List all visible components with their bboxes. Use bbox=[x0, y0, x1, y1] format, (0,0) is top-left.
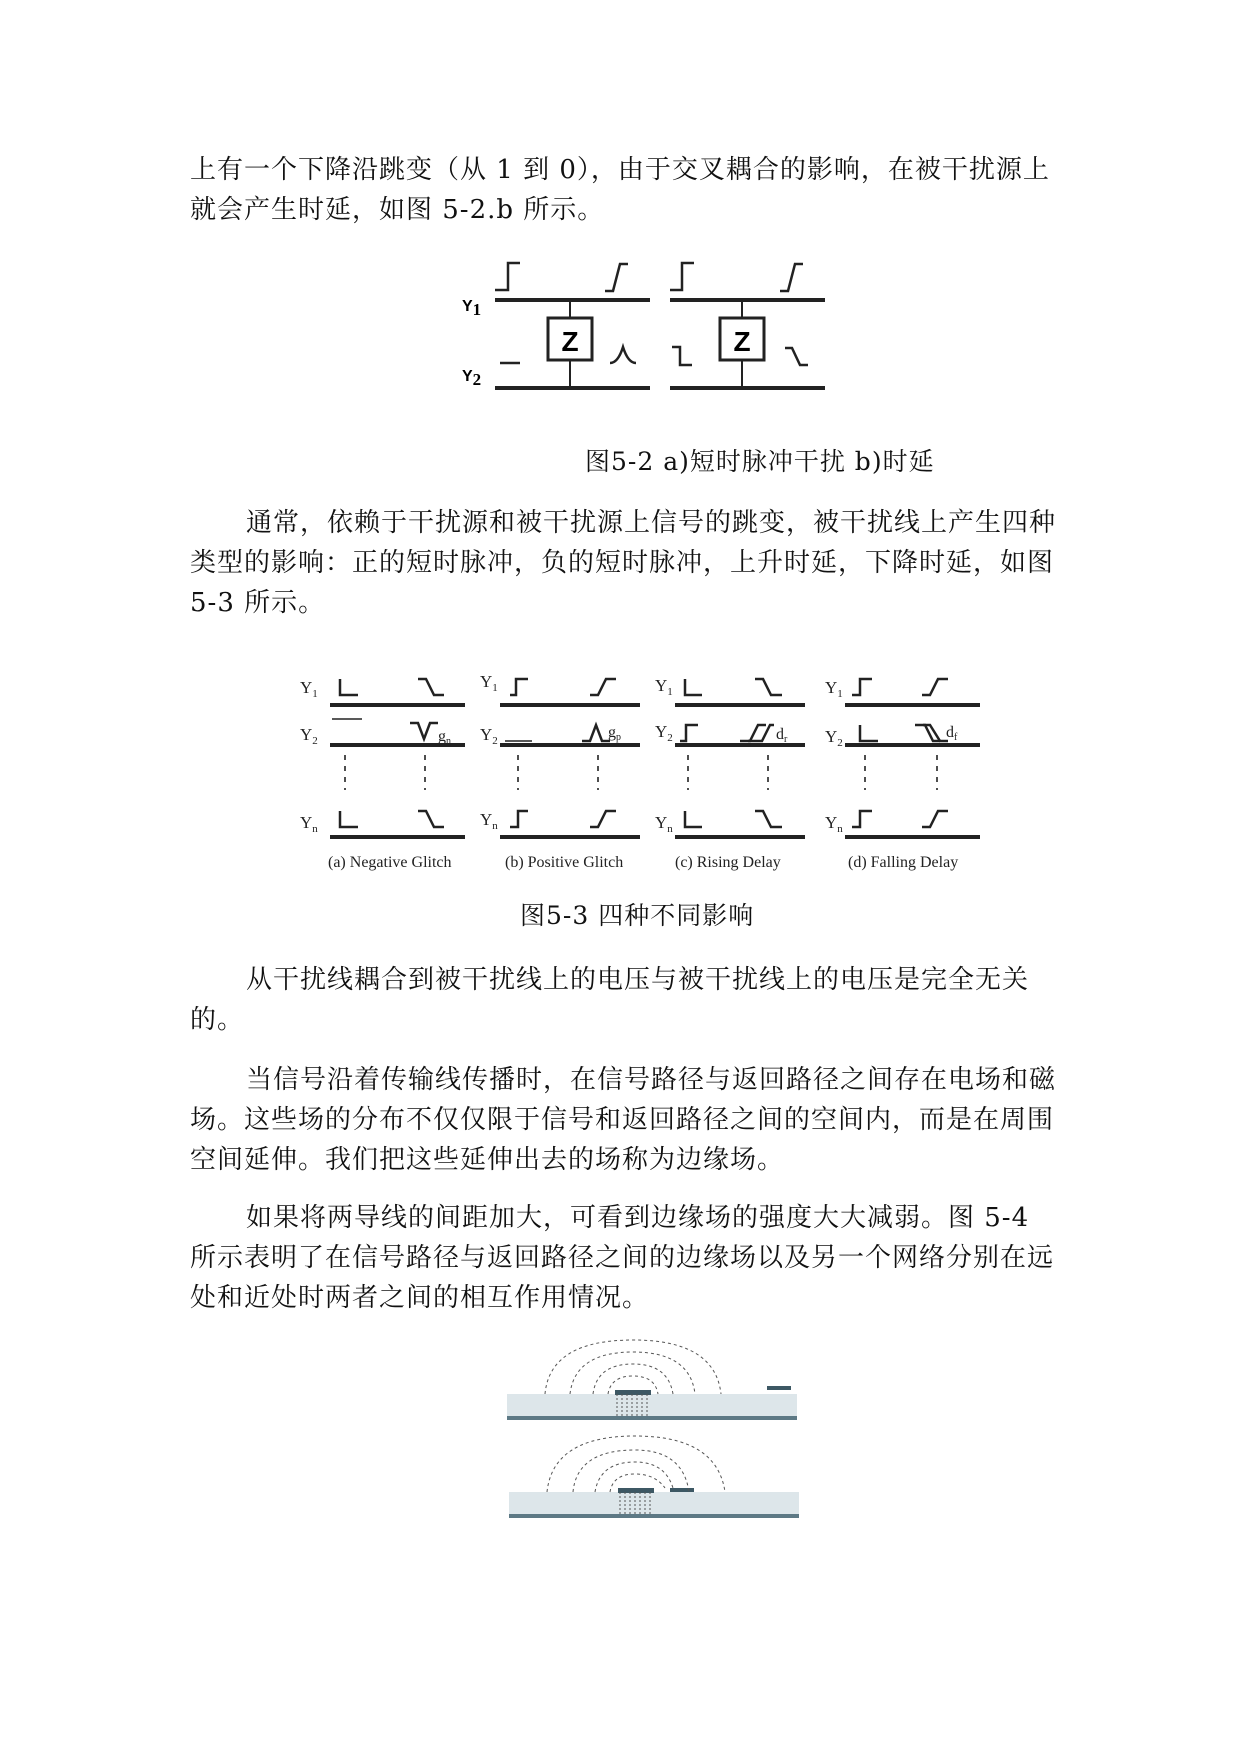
figure-5-3-caption: 图5-3 四种不同影响 bbox=[520, 901, 755, 930]
fig3-a-label: (a) Negative Glitch bbox=[328, 854, 452, 871]
fig2-y2-label: Y2 bbox=[462, 368, 482, 389]
paragraph-3: 从干扰线耦合到被干扰线上的电压与被干扰线上的电压是完全无关的。 bbox=[190, 965, 1030, 1035]
paragraph-1: 上有一个下降沿跳变（从 1 到 0），由于交叉耦合的影响，在被干扰源上就会产生时延，如图 5-2.b 所示。 bbox=[190, 155, 1050, 225]
fig3-a-y2: $Y_2$ bbox=[300, 725, 318, 747]
paragraph-5: 如果将两导线的间距加大，可看到边缘场的强度大大减弱。图 5-4 所示表明了在信号路径与返回路径之间的边缘场以及另一个网络分别在远处和近处时两者之间的相互作用情况。 bbox=[190, 1203, 1055, 1313]
fig2-z-box-a: Z bbox=[561, 326, 579, 357]
fig3-d-y2: $Y_2$ bbox=[825, 727, 843, 749]
figure-5-4 bbox=[505, 1340, 805, 1540]
fig2-panel-b bbox=[670, 263, 825, 388]
fig3-d-y1: $Y_1$ bbox=[825, 678, 843, 700]
fig3-a-marker: gn bbox=[438, 728, 451, 747]
fig4-far-case bbox=[507, 1340, 797, 1418]
fig3-a-y1: $Y_1$ bbox=[300, 678, 318, 700]
paragraph-2: 通常，依赖于干扰源和被干扰源上信号的跳变，被干扰线上产生四种类型的影响：正的短时脉冲，负的短时脉冲，上升时延，下降时延，如图 5-3 所示。 bbox=[190, 508, 1057, 618]
fig3-b-label: (b) Positive Glitch bbox=[505, 854, 624, 871]
fig4-near-case bbox=[509, 1436, 799, 1516]
fig2-panel-a bbox=[495, 263, 650, 388]
fig3-b-yn: $Y_n$ bbox=[480, 810, 498, 832]
fig3-c-y2: $Y_2$ bbox=[655, 722, 673, 744]
fig3-b-y1: $Y_1$ bbox=[480, 672, 498, 694]
figure-5-2 bbox=[440, 255, 860, 405]
fig3-a-yn: $Y_n$ bbox=[300, 813, 318, 835]
fig3-panel-b bbox=[480, 672, 640, 871]
fig3-c-marker: dr bbox=[776, 726, 788, 745]
fig3-d-label: (d) Falling Delay bbox=[848, 854, 959, 871]
fig3-d-yn: $Y_n$ bbox=[825, 813, 843, 835]
fig3-panel-d bbox=[825, 678, 980, 871]
fig3-d-marker: df bbox=[946, 724, 958, 743]
figure-5-2-caption: 图5-2 a)短时脉冲干扰 b)时延 bbox=[585, 447, 935, 476]
fig3-c-label: (c) Rising Delay bbox=[675, 854, 781, 871]
fig3-panel-c bbox=[655, 676, 805, 871]
fig3-b-marker: gp bbox=[608, 724, 621, 743]
fig3-c-y1: $Y_1$ bbox=[655, 676, 673, 698]
fig2-z-box-b: Z bbox=[733, 326, 751, 357]
paragraph-4: 当信号沿着传输线传播时，在信号路径与返回路径之间存在电场和磁场。这些场的分布不仅仅限于信号和返回路径之间的空间内，而是在周围空间延伸。我们把这些延伸出去的场称为边缘场。 bbox=[190, 1065, 1057, 1175]
fig3-panel-a bbox=[300, 678, 465, 871]
fig2-y1-label: Y1 bbox=[462, 298, 482, 319]
fig3-c-yn: $Y_n$ bbox=[655, 813, 673, 835]
figure-5-3 bbox=[300, 665, 1000, 871]
fig3-b-y2: $Y_2$ bbox=[480, 725, 498, 747]
